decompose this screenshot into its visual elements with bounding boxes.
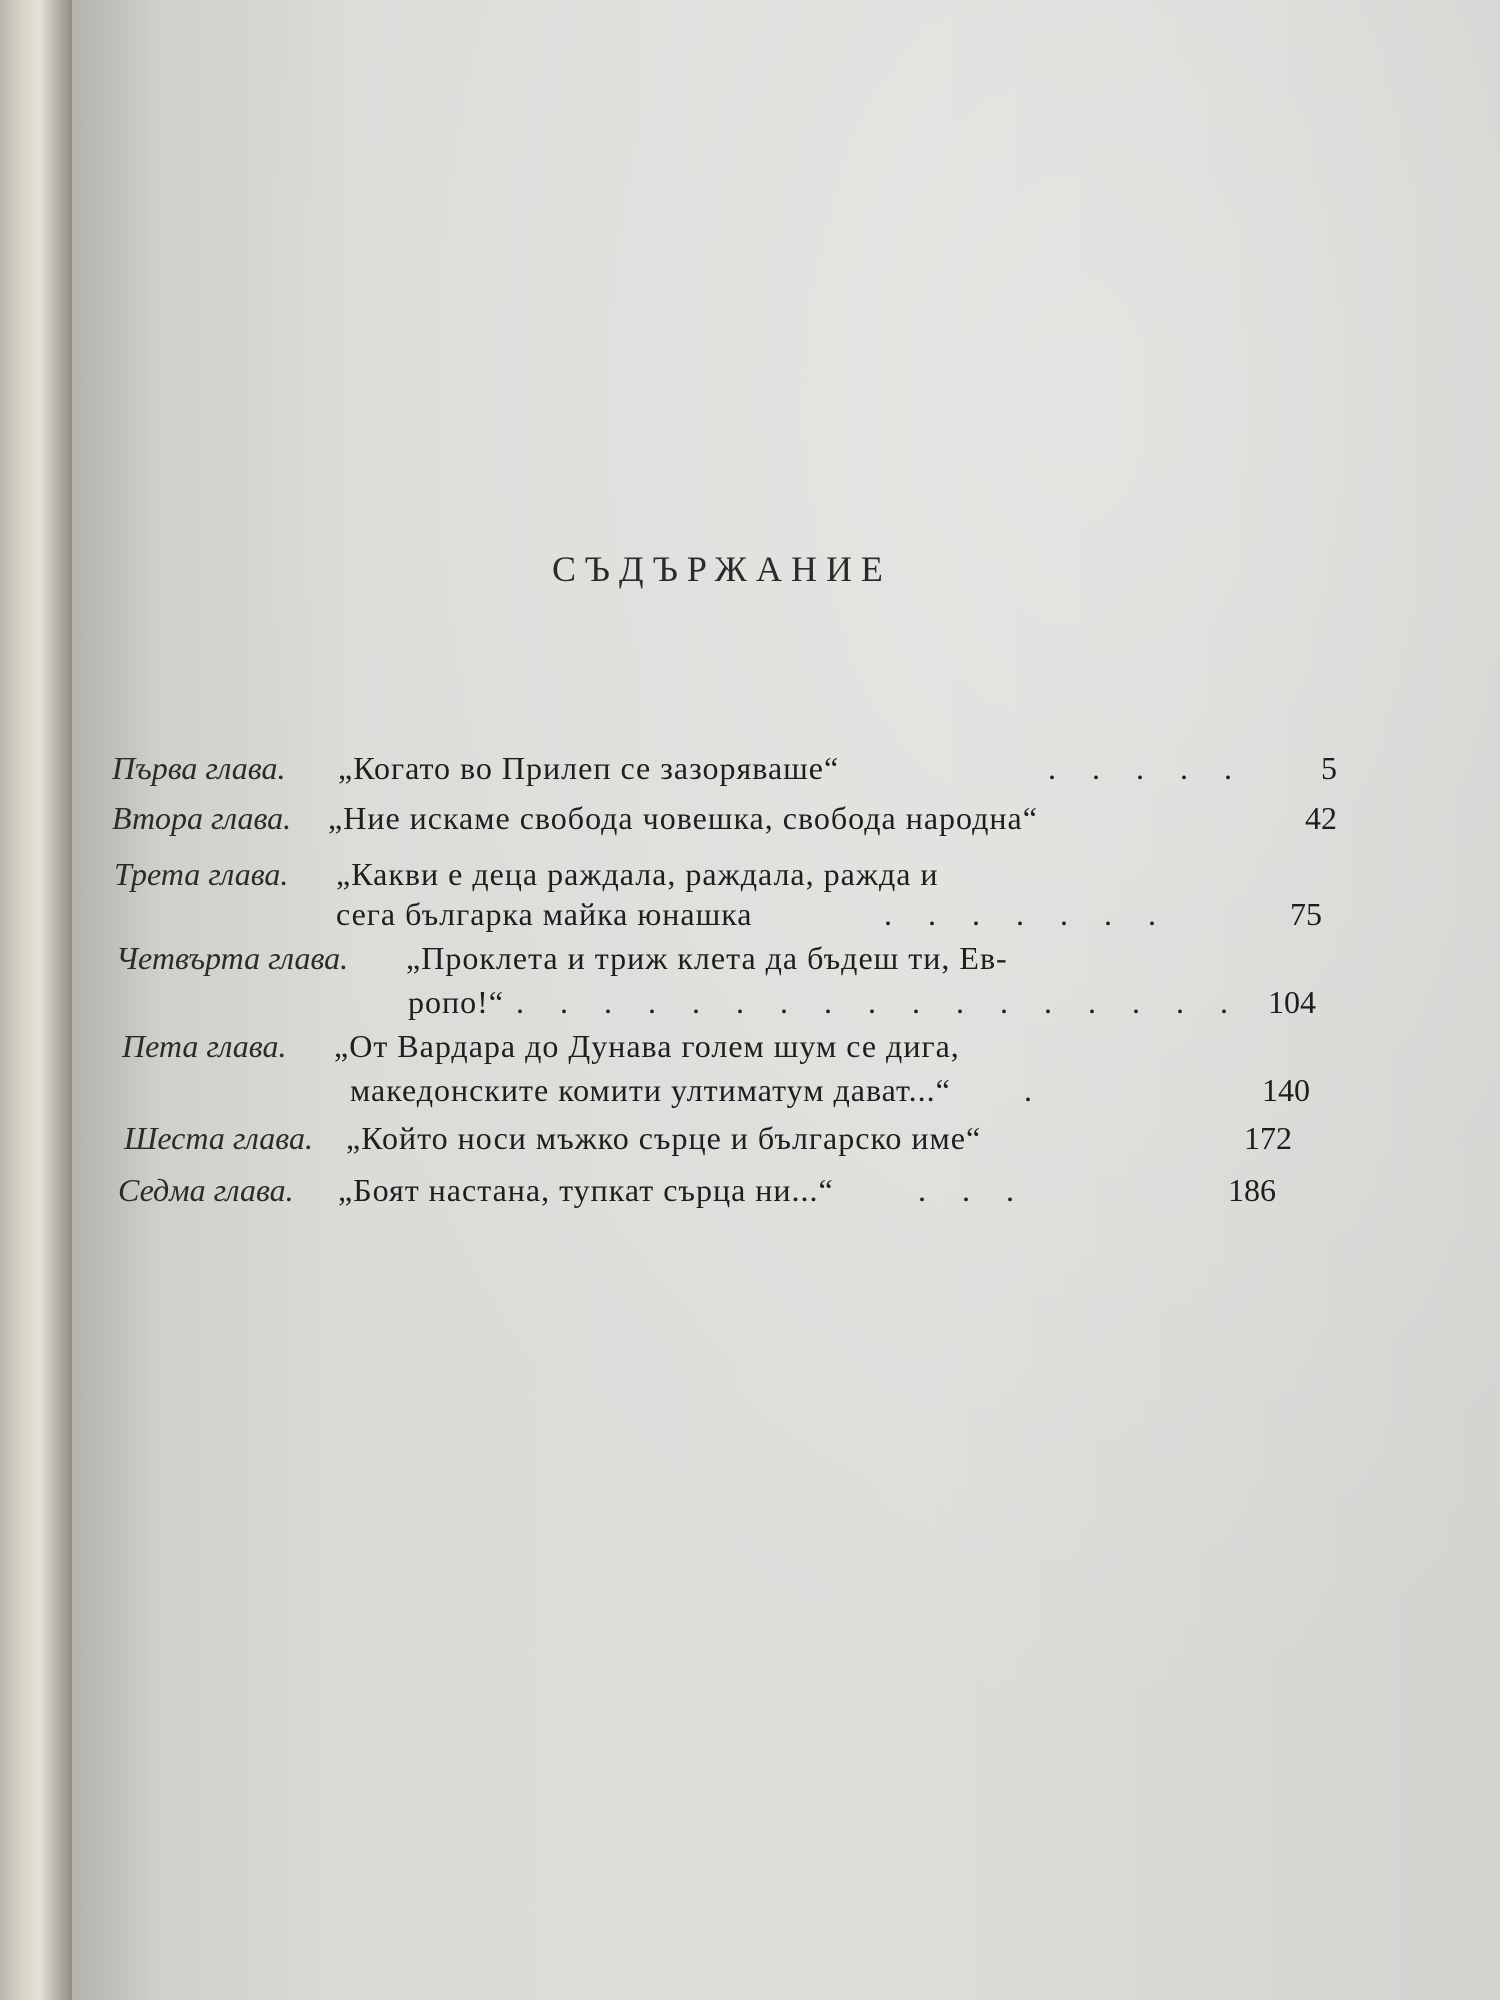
dot-leader: . . . . . . . . . . . . . . . . . [516, 984, 1242, 1020]
page-number: 42 [1305, 800, 1337, 836]
chapter-title: „От Вардара до Дунава голем шум се дига, [334, 1028, 960, 1064]
page-number: 172 [1244, 1120, 1292, 1156]
dot-leader: . [1024, 1072, 1046, 1108]
page-number: 5 [1321, 750, 1337, 786]
book-edge [0, 0, 72, 2000]
chapter-label: Седма глава. [118, 1172, 294, 1208]
dot-leader: . . . [918, 1172, 1028, 1208]
chapter-label: Шеста глава. [124, 1120, 313, 1156]
chapter-title: „Ние искаме свобода човешка, свобода народна“ [328, 800, 1038, 836]
page [72, 0, 1500, 2000]
page-number: 104 [1268, 984, 1316, 1020]
page-number: 75 [1290, 896, 1322, 932]
chapter-title: „Който носи мъжко сърце и българско име“ [346, 1120, 982, 1156]
chapter-title: „Боят настана, тупкат сърца ни...“ [338, 1172, 834, 1208]
chapter-title-continued: македонските комити ултиматум дават...“ [350, 1072, 951, 1108]
chapter-label: Първа глава. [112, 750, 286, 786]
chapter-title: „Когато во Прилеп се зазоряваше“ [338, 750, 840, 786]
chapter-label: Трета глава. [114, 856, 289, 892]
chapter-title: „Какви е деца раждала, раждала, ражда и [336, 856, 939, 892]
chapter-label: Пета глава. [122, 1028, 287, 1064]
chapter-title: „Проклета и триж клета да бъдеш ти, Ев- [406, 940, 1008, 976]
dot-leader: . . . . . [1048, 750, 1246, 786]
page-number: 140 [1262, 1072, 1310, 1108]
chapter-label: Втора глава. [112, 800, 292, 836]
page-title: СЪДЪРЖАНИЕ [552, 549, 892, 589]
chapter-title-continued: сега българка майка юнашка [336, 896, 753, 932]
page-number: 186 [1228, 1172, 1276, 1208]
chapter-label: Четвърта глава. [116, 940, 349, 976]
dot-leader: . . . . . . . [884, 896, 1170, 932]
chapter-title-continued: ропо!“ [408, 984, 504, 1020]
